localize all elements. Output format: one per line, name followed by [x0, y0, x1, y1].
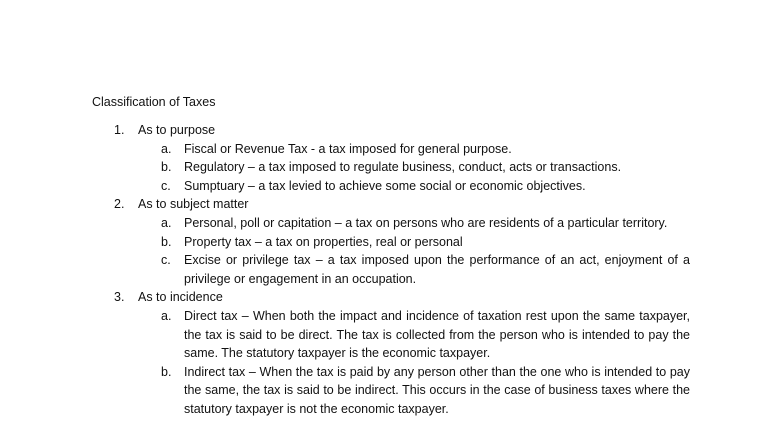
list-item: [0, 158, 690, 177]
section-number: 3.: [114, 290, 125, 305]
sub-item-list: [0, 214, 784, 288]
item-letter: a.: [161, 308, 172, 323]
document-title: Classification of Taxes: [92, 95, 216, 109]
item-letter: b.: [161, 160, 172, 175]
list-item: [0, 177, 690, 196]
list-item: [0, 363, 690, 419]
item-text: Direct tax – When both the impact and incidence of taxation rest upon the same taxpayer, the tax is said to be direct. The tax is collected from the person who is intended to pay the same. The statutory taxpayer is the economic taxpayer.: [184, 308, 690, 361]
section-purpose: [0, 121, 784, 195]
item-text: Indirect tax – When the tax is paid by any person other than the one who is intended to pay the same, the tax is said to be indirect. This occurs in the case of business taxes where the statutory taxpayer is not the economic taxpayer.: [184, 364, 690, 416]
list-item: [0, 307, 690, 363]
section-number: 2.: [114, 197, 125, 212]
item-letter: c.: [161, 253, 171, 268]
list-item: [0, 140, 690, 159]
list-item: [0, 214, 690, 233]
item-text: Regulatory – a tax imposed to regulate business, conduct, acts or transactions.: [184, 160, 622, 175]
item-text: Excise or privilege tax – a tax imposed upon the performance of an act, enjoyment of a privilege or engagement in an occupation.: [184, 253, 690, 286]
item-letter: b.: [161, 234, 172, 249]
section-heading: As to incidence: [138, 290, 223, 305]
sub-item-list: [0, 307, 784, 419]
item-text: Sumptuary – a tax levied to achieve some social or economic objectives.: [184, 178, 586, 193]
classification-list: [0, 121, 784, 419]
item-letter: b.: [161, 364, 172, 379]
list-item: [0, 251, 690, 288]
item-letter: c.: [161, 178, 171, 193]
section-heading: As to purpose: [138, 123, 216, 137]
section-incidence: [0, 288, 784, 418]
section-subject-matter: [0, 195, 784, 288]
item-text: Fiscal or Revenue Tax - a tax imposed for general purpose.: [184, 141, 512, 156]
list-item: [0, 233, 690, 252]
section-heading: As to subject matter: [138, 197, 249, 212]
sub-item-list: [0, 140, 784, 196]
item-text: Personal, poll or capitation – a tax on persons who are residents of a particular territory.: [184, 215, 668, 230]
section-number: 1.: [114, 123, 125, 137]
item-text: Property tax – a tax on properties, real or personal: [184, 234, 463, 249]
item-letter: a.: [161, 141, 172, 156]
item-letter: a.: [161, 215, 172, 230]
